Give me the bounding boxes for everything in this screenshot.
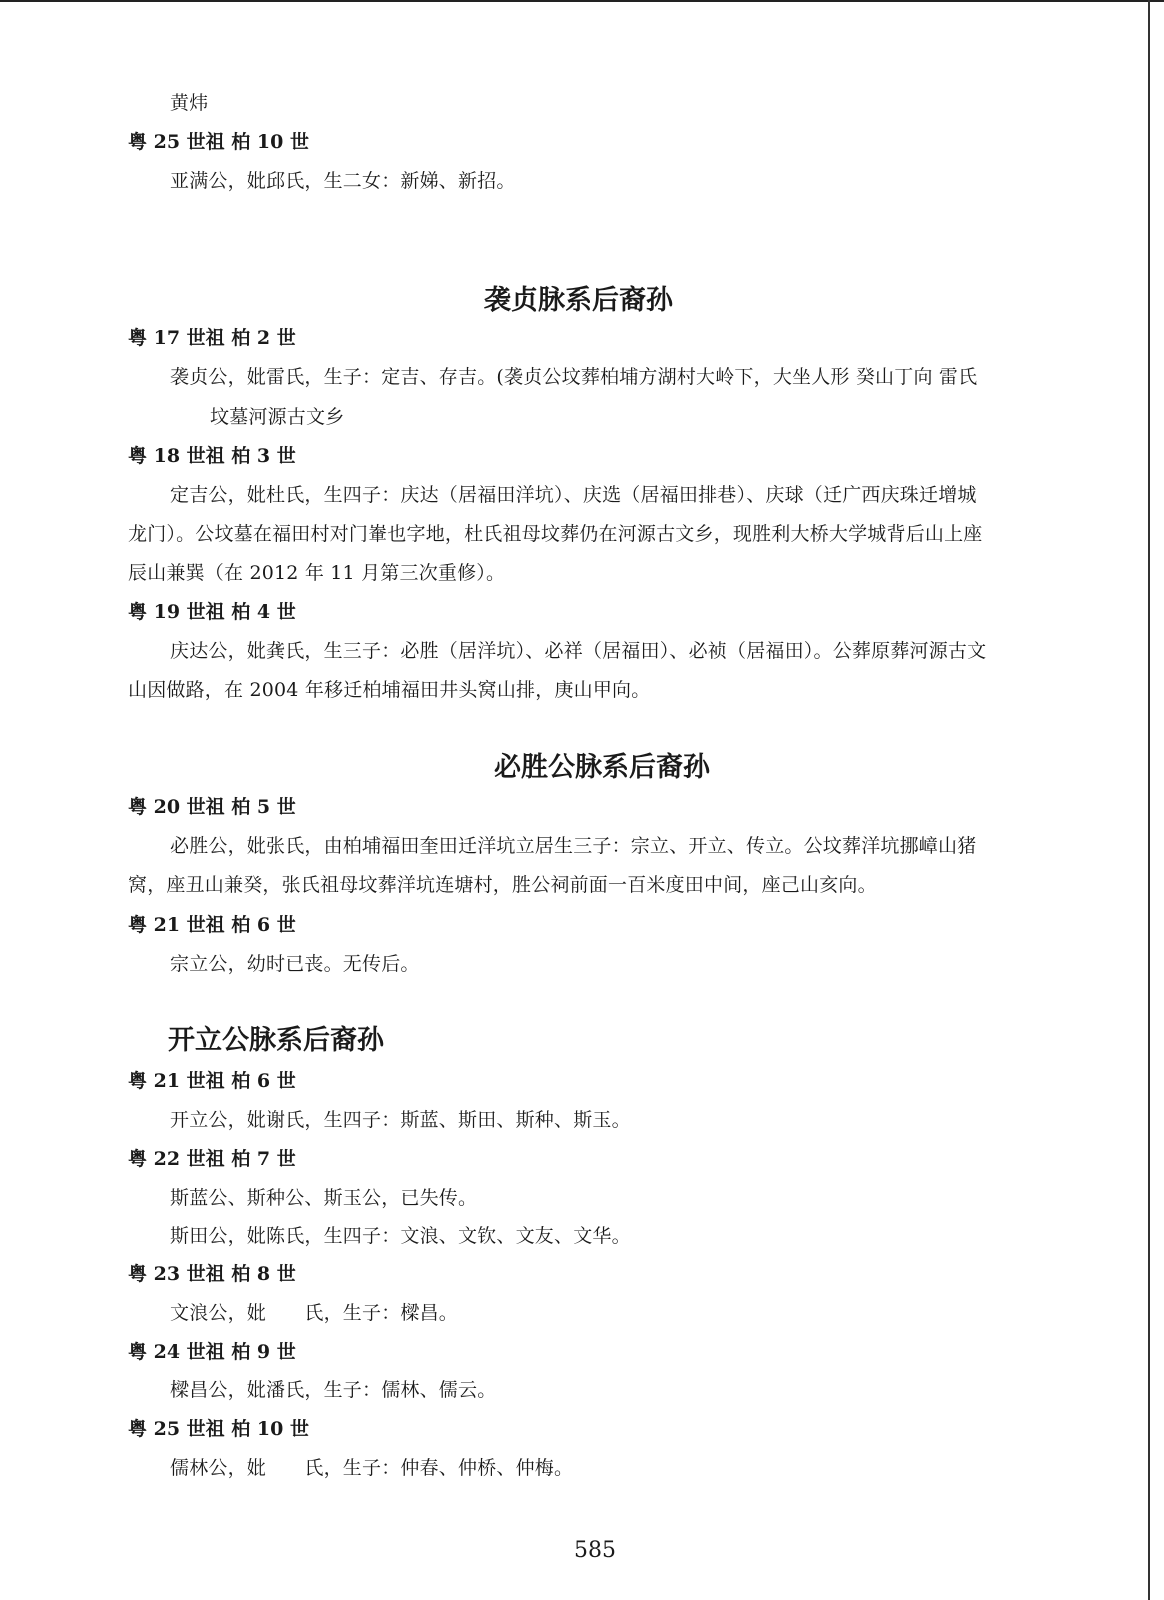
entry-text: 必胜公，妣张氏，由柏埔福田奎田迁洋坑立居生三子：宗立、开立、传立。公坟葬洋坑挪嶂山猪 [170,835,977,857]
generation-heading: 粤 25 世祖 柏 10 世 [128,131,309,153]
entry-text: 窝，座丑山兼癸，张氏祖母坟葬洋坑连塘村，胜公祠前面一百米度田中间，座己山亥向。 [128,874,877,896]
entry-text: 宗立公，幼时已丧。无传后。 [170,953,420,975]
page-number: 585 [574,1538,616,1563]
generation-heading: 粤 22 世祖 柏 7 世 [128,1148,296,1170]
generation-heading: 粤 19 世祖 柏 4 世 [128,601,296,623]
entry-text: 文浪公，妣 氏，生子：樑昌。 [170,1302,459,1324]
entry-text: 定吉公，妣杜氏，生四子：庆达（居福田洋坑）、庆选（居福田排巷）、庆球（迁广西庆珠迁增城 [170,484,977,506]
entry-text: 樑昌公，妣潘氏，生子：儒林、儒云。 [170,1379,497,1401]
generation-heading: 粤 21 世祖 柏 6 世 [128,1070,296,1092]
generation-heading: 粤 23 世祖 柏 8 世 [128,1263,296,1285]
name-line: 黄炜 [170,92,209,114]
entry-text: 山因做路，在 2004 年移迁柏埔福田井头窝山排，庚山甲向。 [128,679,651,701]
entry-text: 袭贞公，妣雷氏，生子：定吉、存吉。(袭贞公坟葬柏埔方湖村大岭下，大坐人形 癸山丁向 雷氏 [170,366,978,388]
entry-text: 斯田公，妣陈氏，生四子：文浪、文钦、文友、文华。 [170,1225,631,1247]
generation-heading: 粤 20 世祖 柏 5 世 [128,796,296,818]
generation-heading: 粤 17 世祖 柏 2 世 [128,327,296,349]
entry-text: 斯蓝公、斯种公、斯玉公，已失传。 [170,1187,478,1209]
entry-text: 开立公，妣谢氏，生四子：斯蓝、斯田、斯种、斯玉。 [170,1109,631,1131]
section-title: 开立公脉系后裔孙 [168,1025,384,1056]
section-title: 袭贞脉系后裔孙 [484,285,673,316]
generation-heading: 粤 18 世祖 柏 3 世 [128,445,296,467]
generation-heading: 粤 25 世祖 柏 10 世 [128,1418,309,1440]
entry-text: 儒林公，妣 氏，生子：仲春、仲桥、仲梅。 [170,1457,574,1479]
entry-text: 坟墓河源古文乡 [210,406,345,428]
entry-text: 龙门）。公坟墓在福田村对门輋也字地，杜氏祖母坟葬仍在河源古文乡，现胜利大桥大学城背后山上座 [128,523,983,545]
entry-text: 辰山兼巽（在 2012 年 11 月第三次重修）。 [128,562,506,584]
section-title: 必胜公脉系后裔孙 [494,752,710,783]
entry-text: 亚满公，妣邱氏，生二女：新娣、新招。 [170,170,516,192]
generation-heading: 粤 21 世祖 柏 6 世 [128,914,296,936]
generation-heading: 粤 24 世祖 柏 9 世 [128,1341,296,1363]
entry-text: 庆达公，妣龚氏，生三子：必胜（居洋坑）、必祥（居福田）、必祯（居福田）。公葬原葬河源古文 [170,640,987,662]
